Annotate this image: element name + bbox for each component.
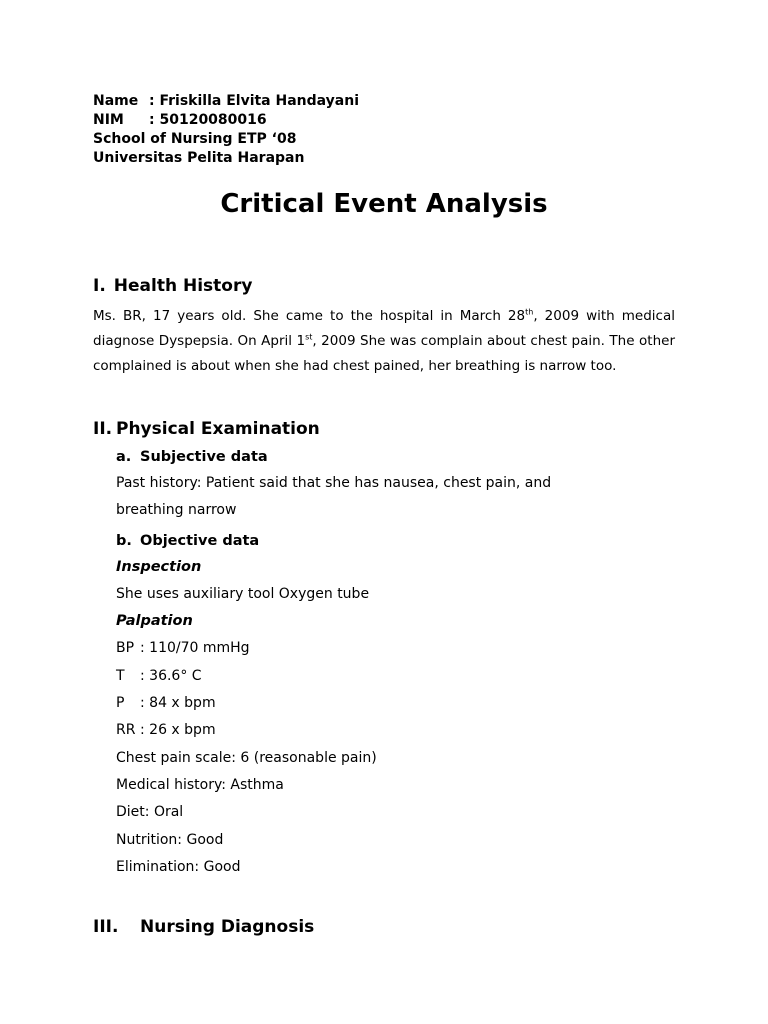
- superscript: th: [525, 307, 534, 317]
- vital-key: BP: [116, 640, 135, 657]
- document-title: Critical Event Analysis: [220, 189, 548, 219]
- inspection-text: She uses auxiliary tool Oxygen tube: [116, 585, 370, 602]
- chest-pain-scale: Chest pain scale: 6 (reasonable pain): [116, 749, 377, 766]
- physical-examination-body: [116, 445, 675, 881]
- vital-value: : 84 x bpm: [140, 695, 216, 712]
- nim-label: NIM: [93, 112, 124, 128]
- section-title: Physical Examination: [116, 419, 320, 439]
- sub-title: Objective data: [140, 532, 260, 549]
- name-label: Name: [93, 93, 139, 109]
- vital-key: RR: [116, 722, 136, 739]
- section-title: Health History: [113, 276, 253, 296]
- vital-bp: [116, 635, 675, 662]
- vital-key: P: [116, 695, 125, 712]
- past-history-text: Past history: Patient said that she has nausea, chest pain, and breathing narrow: [116, 475, 552, 519]
- sub-title: Subjective data: [140, 449, 268, 465]
- section-title: Nursing Diagnosis: [140, 917, 315, 938]
- university-line: Universitas Pelita Harapan: [93, 150, 305, 166]
- nim-value: : 50120080016: [149, 112, 267, 128]
- health-history-paragraph: [93, 304, 675, 379]
- vital-value: : 26 x bpm: [140, 722, 216, 739]
- paragraph-text: Ms. BR, 17 years old. She came to the hospital in March 28: [93, 308, 526, 324]
- school-line: School of Nursing ETP ‘08: [93, 131, 297, 147]
- section-physical-examination-heading: II. Physical Examination: [93, 419, 320, 439]
- section-nursing-diagnosis-heading: [93, 915, 675, 939]
- subjective-data-heading: [116, 445, 675, 470]
- section-number: I.: [93, 276, 106, 296]
- vital-key: T: [116, 667, 125, 684]
- sub-letter: b.: [116, 532, 132, 549]
- palpation-heading: Palpation: [116, 613, 193, 630]
- vital-value: : 36.6° C: [140, 667, 202, 684]
- superscript: st: [305, 332, 313, 342]
- name-value: : Friskilla Elvita Handayani: [149, 93, 360, 109]
- document-page: [93, 92, 675, 939]
- nim-line: [93, 111, 675, 130]
- sub-letter: a.: [116, 449, 132, 465]
- section-number: III.: [93, 917, 119, 938]
- section-health-history-heading: [93, 274, 675, 298]
- diet: Diet: Oral: [116, 804, 184, 821]
- inspection-heading: Inspection: [116, 558, 202, 575]
- name-line: [93, 92, 675, 111]
- paragraph-text: , 2009 with medical diagnose Dyspepsia. On April 1: [93, 308, 676, 349]
- objective-data-heading: [116, 529, 675, 554]
- elimination: Elimination: Good: [116, 858, 241, 875]
- vital-temperature: [116, 663, 675, 690]
- vital-value: : 110/70 mmHg: [140, 640, 250, 657]
- student-info: [93, 92, 675, 168]
- medical-history: Medical history: Asthma: [116, 776, 284, 793]
- paragraph-text: , 2009 She was complain about chest pain. The other complained is about when she had chest pained, her breathing is narrow too.: [93, 333, 675, 374]
- vital-respiration: [116, 717, 675, 744]
- vital-pulse: [116, 690, 675, 717]
- nutrition: Nutrition: Good: [116, 831, 224, 848]
